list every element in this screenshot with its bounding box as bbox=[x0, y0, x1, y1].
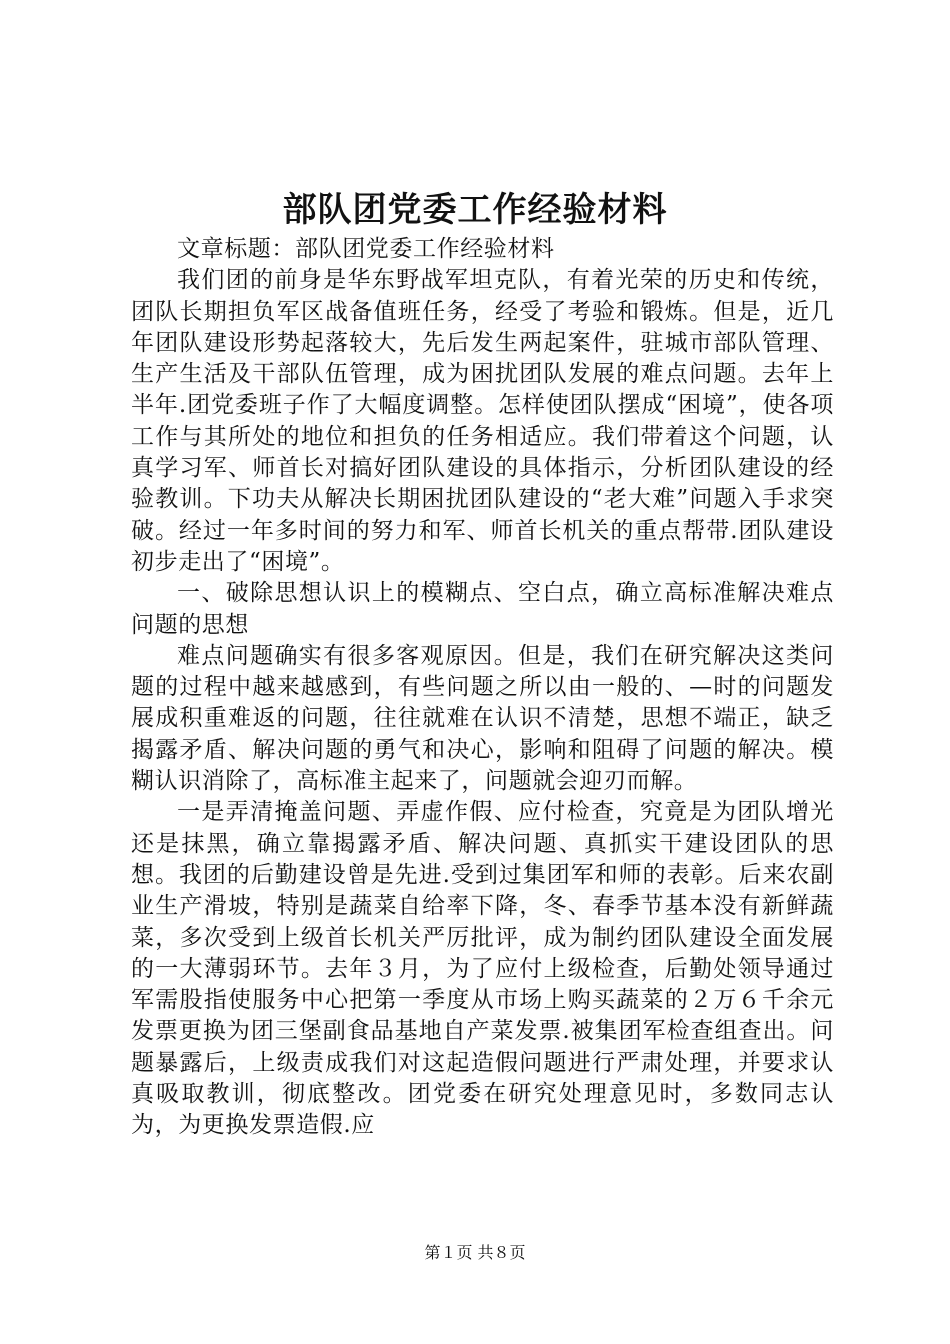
paragraph-difficulties: 难点问题确实有很多客观原因。但是，我们在研究解决这类问题的过程中越来越感到，有些问题之所以由一般的、—时的问题发展成积重难返的问题，往往就难在认识不清楚，思想不端正，缺乏揭露矛盾、解决问题的勇气和决心，影响和阻碍了问题的解决。模糊认识消除了，高标准主起来了，问题就会迎刃而解。 bbox=[131, 642, 834, 795]
paragraph-intro: 我们团的前身是华东野战军坦克队，有着光荣的历史和传统，团队长期担负军区战备值班任务，经受了考验和锻炼。但是，近几年团队建设形势起落较大，先后发生两起案件，驻城市部队管理、生产生活及干部队伍管理，成为困扰团队发展的难点问题。去年上半年.团党委班子作了大幅度调整。怎样使团队摆成“困境”，使各项工作与其所处的地位和担负的任务相适应。我们带着这个问题，认真学习军、师首长对搞好团队建设的具体指示，分析团队建设的经验教训。下功夫从解决长期困扰团队建设的“老大难”问题入手求突破。经过一年多时间的努力和军、师首长机关的重点帮带.团队建设初步走出了“困境”。 bbox=[131, 267, 834, 575]
paragraph-point-one: 一是弄清掩盖问题、弄虚作假、应付检查，究竟是为团队增光还是抹黑，确立靠揭露矛盾、解决问题、真抓实干建设团队的思想。我团的后勤建设曾是先进.受到过集团军和师的表彰。后来农副业生产滑坡，特别是蔬菜自给率下降，冬、春季节基本没有新鲜蔬菜，多次受到上级首长机关严厉批评，成为制约团队建设全面发展的一大薄弱环节。去年３月，为了应付上级检查，后勤处领导通过军需股指使服务中心把第一季度从市场上购买蔬菜的２万６千余元发票更换为团三堡副食品基地自产菜发票.被集团军检查组查出。问题暴露后，上级责成我们对这起造假问题进行严肃处理，并要求认真吸取教训，彻底整改。团党委在研究处理意见时，多数同志认为，为更换发票造假.应 bbox=[131, 799, 834, 1139]
page-footer: 第１页 共８页 bbox=[424, 1243, 526, 1262]
paragraph-article-title: 文章标题：部队团党委工作经验材料 bbox=[177, 236, 555, 262]
document-body bbox=[131, 234, 834, 1142]
document-title: 部队团党委工作经验材料 bbox=[282, 190, 668, 230]
section-heading-one: 一、破除思想认识上的模糊点、空白点，确立高标准解决难点问题的思想 bbox=[131, 580, 834, 638]
